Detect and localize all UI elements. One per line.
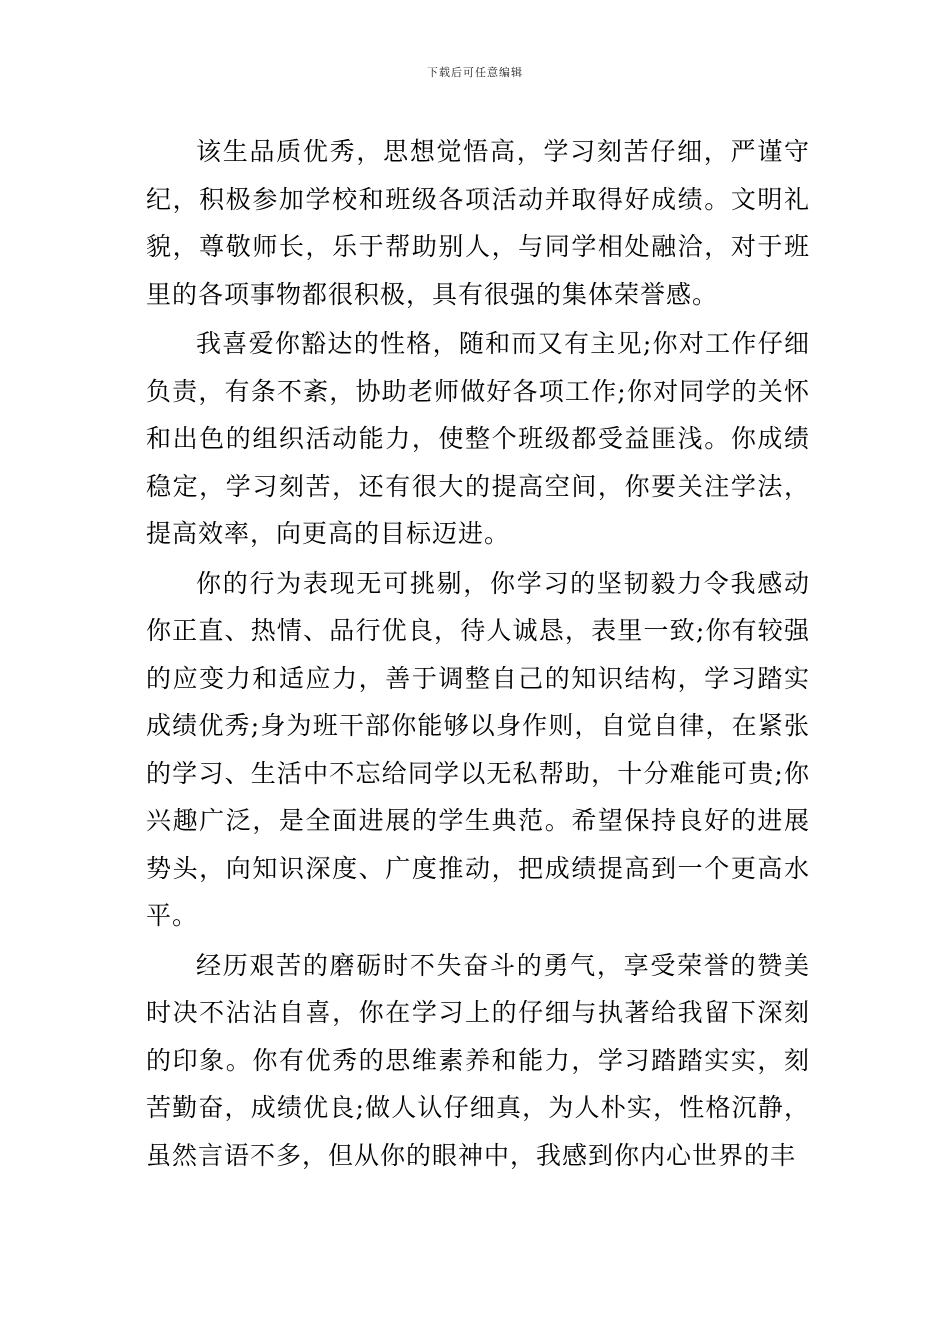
paragraph-3: 你的行为表现无可挑剔，你学习的坚韧毅力令我感动你正直、热情、品行优良，待人诚恳，表里一致;你有较强的应变力和适应力，善于调整自己的知识结构，学习踏实成绩优秀;身为班干部你能够以身作则，自觉自律，在紧张的学习、生活中不忘给同学以无私帮助，十分难能可贵;你兴趣广泛，是全面进展的学生典范。希望保持良好的进展势头，向知识深度、广度推动，把成绩提高到一个更高水平。 <box>146 568 810 930</box>
document-body <box>146 128 810 1179</box>
paragraph-2: 我喜爱你豁达的性格，随和而又有主见;你对工作仔细负责，有条不紊，协助老师做好各项工作;你对同学的关怀和出色的组织活动能力，使整个班级都受益匪浅。你成绩稳定，学习刻苦，还有很大的提高空间，你要关注学法，提高效率，向更高的目标迈进。 <box>146 329 810 548</box>
paragraph-4: 经历艰苦的磨砺时不失奋斗的勇气，享受荣誉的赞美时决不沾沾自喜，你在学习上的仔细与执著给我留下深刻的印象。你有优秀的思维素养和能力，学习踏踏实实，刻苦勤奋，成绩优良;做人认仔细真，为人朴实，性格沉静，虽然言语不多，但从你的眼神中，我感到你内心世界的丰 <box>146 950 810 1170</box>
header-note: 下载后可任意编辑 <box>427 66 523 79</box>
paragraph-1: 该生品质优秀，思想觉悟高，学习刻苦仔细，严谨守纪，积极参加学校和班级各项活动并取得好成绩。文明礼貌，尊敬师长，乐于帮助别人，与同学相处融洽，对于班里的各项事物都很积极，具有很强的集体荣誉感。 <box>146 137 810 309</box>
